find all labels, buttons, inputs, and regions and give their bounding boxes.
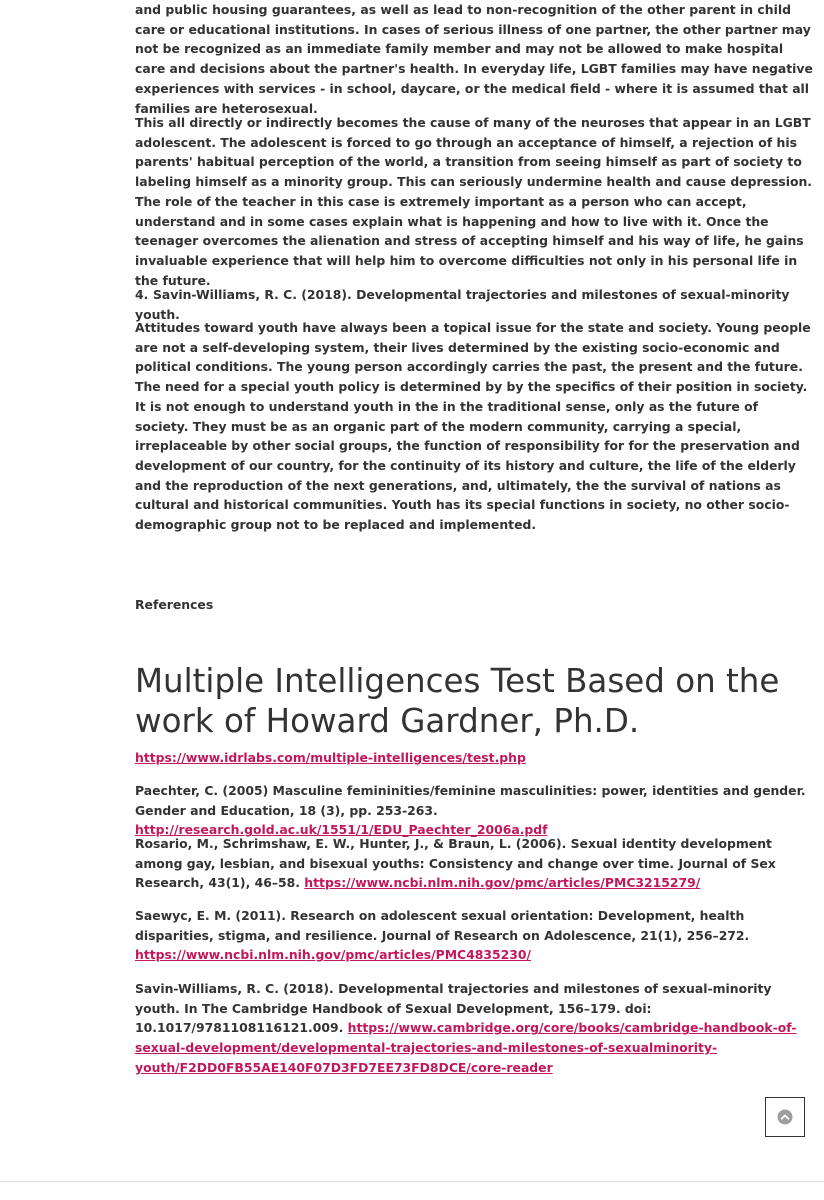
list-item-text: Savin-Williams, R. C. (2018). Developmental trajectories and milestones of sexual-minority youth. — [135, 287, 790, 322]
reference-item — [135, 748, 815, 768]
reference-item — [135, 906, 815, 965]
paragraph-adolescent-neuroses: This all directly or indirectly becomes the cause of many of the neuroses that appear in an LGBT adolescent. The adolescent is forced to go through an acceptance of himself, a rejection of his parents' habitual perception of the world, a transition from seeing himself as part of society to labeling himself as a minority group. This can seriously undermine health and cause depression. The role of the teacher in this case is extremely important as a person who can accept, understand and in some cases explain what is happening and how to live with it. Once the teenager overcomes the alienation and stress of accepting himself and his way of life, he gains invaluable experience that will help him to overcome difficulties not only in his personal life in the future. — [135, 115, 813, 288]
reference-text: Savin-Williams, R. C. (2018). Developmental trajectories and milestones of sexual-minority youth. In The Cambridge Handbook of Sexual Development, 156–179. doi: 10.1017/9781108116121.009. — [135, 981, 772, 1036]
reference-text: Rosario, M., Schrimshaw, E. W., Hunter, J., & Braun, L. (2006). Sexual identity development among gay, lesbian, and bisexual youths: Consistency and change over time. Journal of Sex Research, 43(1), 46–58. — [135, 836, 776, 891]
paragraph-youth-attitudes: Attitudes toward youth have always been a topical issue for the state and society. Young people are not a self-developing system, their lives determined by the existing socio-economic and political conditions. The young person accordingly carries the past, the present and the future. The need for a special youth policy is determined by by the specifics of their position in society. It is not enough to understand youth in the in the traditional sense, only as the future of society. They must be as an organic part of the modern community, carrying a special, irreplaceable by other social groups, the function of responsibility for for the preservation and development of our country, for the continuity of its history and culture, the life of the elderly and the reproduction of the next generations, and, ultimately, the the survival of nations as cultural and historical communities. Youth has its special functions in society, no other socio-demographic group not to be replaced and implemented. — [135, 320, 811, 533]
chevron-up-circle-icon — [777, 1109, 793, 1125]
reference-link[interactable]: https://www.ncbi.nlm.nih.gov/pmc/articles/PMC3215279/ — [304, 875, 701, 891]
references-title: Multiple Intelligences Test Based on the work of Howard Gardner, Ph.D. — [135, 662, 780, 740]
reference-item — [135, 834, 815, 893]
footer-divider — [0, 1181, 824, 1182]
paragraph-family-rights: and public housing guarantees, as well as lead to non-recognition of the other parent in child care or educational institutions. In cases of serious illness of one partner, the other partner may not be recognized as an immediate family member and may not be allowed to make hospital care and decisions about the partner's health. In everyday life, LGBT families may have negative experiences with services - in school, daycare, or the medical field - where it is assumed that all families are heterosexual. — [135, 2, 813, 116]
reference-link[interactable]: https://www.cambridge.org/core/books/cambridge-handbook-of-sexual-development/developmental-trajectories-and-milestones-of-sexualminority-youth/F2DD0FB55AE140F07D3FD7EE73FD8DCE/core-reader — [135, 1020, 797, 1075]
reference-item — [135, 979, 815, 1078]
reference-text: Saewyc, E. M. (2011). Research on adolescent sexual orientation: Development, health disparities, stigma, and resilience. Journal of Research on Adolescence, 21(1), 256–272. — [135, 908, 750, 943]
scroll-to-top-button[interactable] — [765, 1097, 805, 1137]
references-label: References — [135, 597, 214, 612]
reference-item — [135, 781, 815, 840]
reference-link[interactable]: https://www.idrlabs.com/multiple-intelligences/test.php — [135, 750, 526, 765]
reference-text: Paechter, C. (2005) Masculine femininities/feminine masculinities: power, identities and gender. Gender and Education, 18 (3), pp. 253-263. — [135, 783, 806, 818]
reference-link[interactable]: https://www.ncbi.nlm.nih.gov/pmc/articles/PMC4835230/ — [135, 947, 531, 963]
list-item-number: 4. — [135, 287, 149, 302]
reference-link[interactable]: http://research.gold.ac.uk/1551/1/EDU_Paechter_2006a.pdf — [135, 822, 548, 838]
